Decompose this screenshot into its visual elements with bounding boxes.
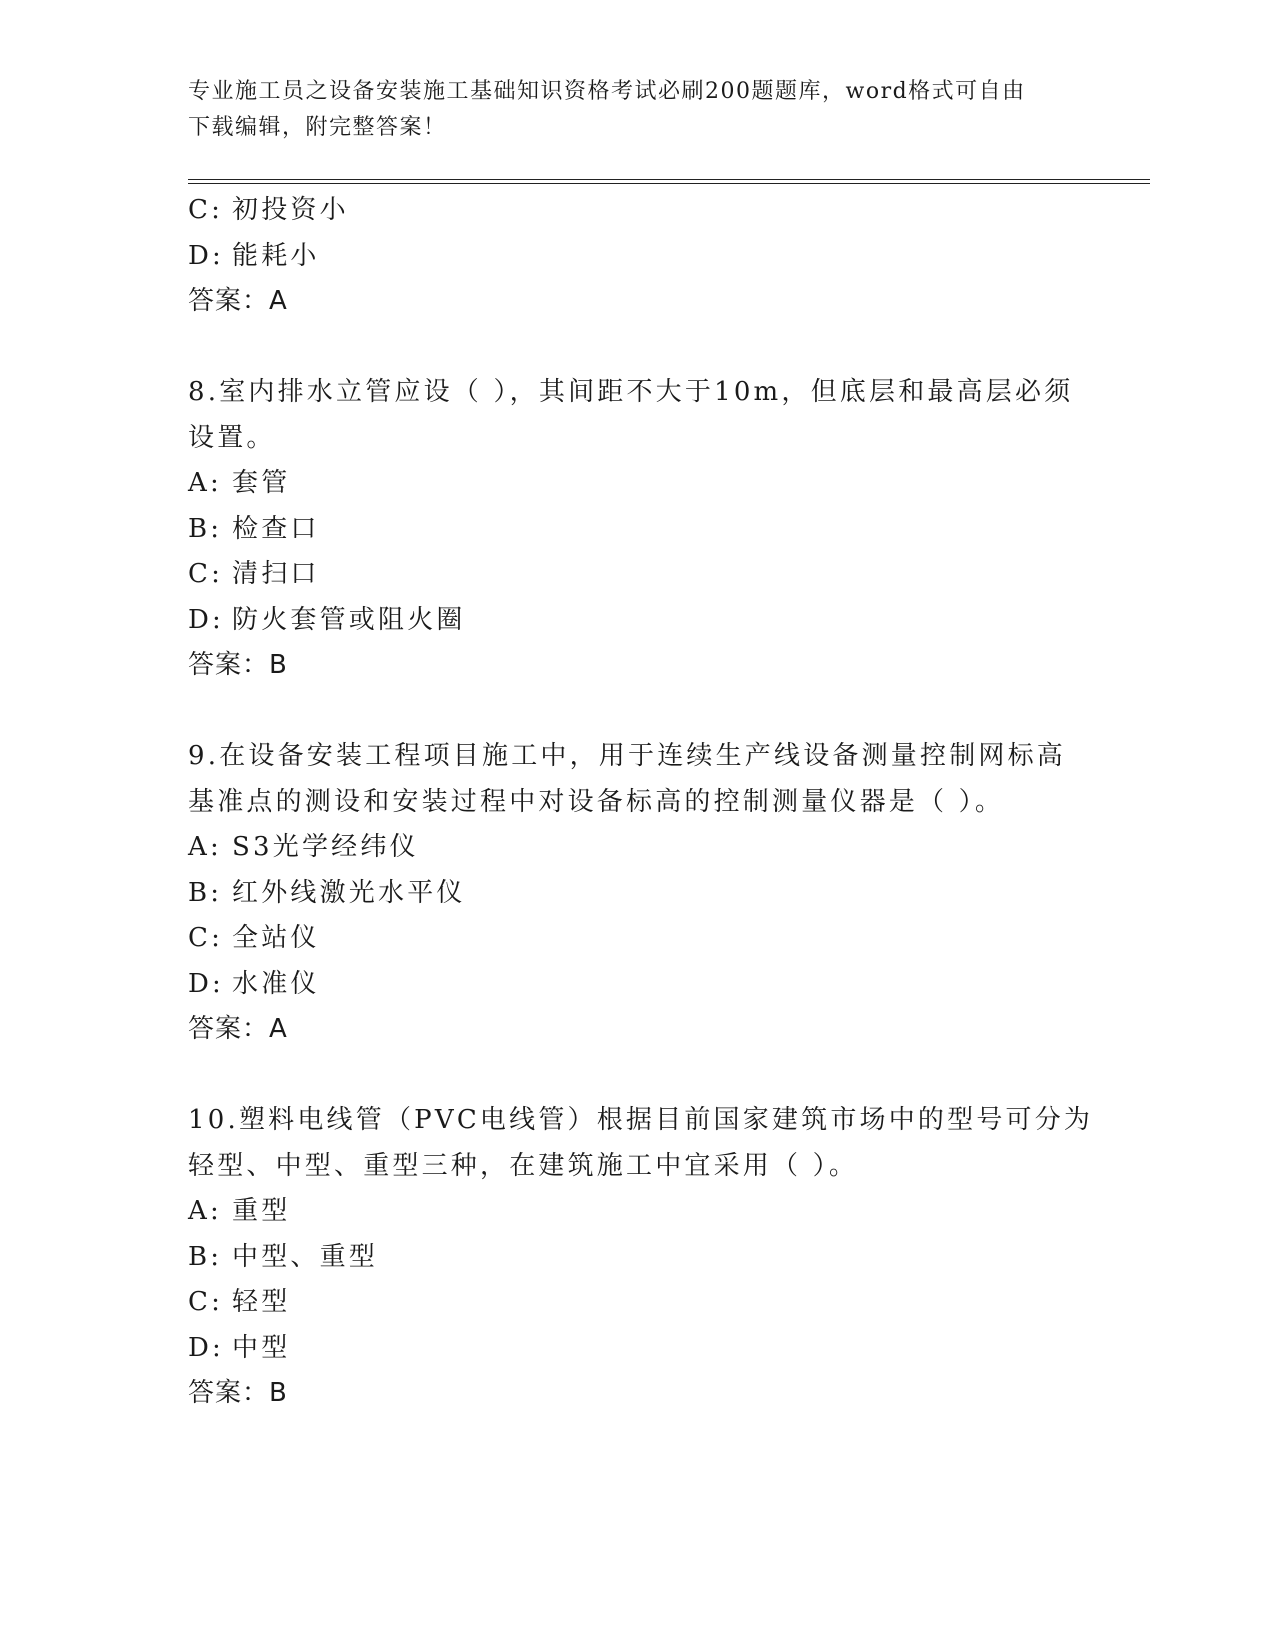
option-text: 红外线激光水平仪 xyxy=(232,877,466,908)
question-stem-line-2: 轻型、中型、重型三种，在建筑施工中宜采用（ ）。 xyxy=(188,1150,859,1181)
option-text: 能耗小 xyxy=(232,240,320,271)
spacer xyxy=(188,1053,1088,1099)
option-key: D: xyxy=(188,604,225,635)
option-text: S3光学经纬仪 xyxy=(232,832,419,862)
option-key: A: xyxy=(188,832,222,862)
option-text: 检查口 xyxy=(232,513,320,544)
spacer xyxy=(188,325,1088,371)
option-text: 清扫口 xyxy=(232,559,320,589)
option-a xyxy=(188,825,1088,871)
answer-line: 答案：B xyxy=(188,650,288,680)
option-key: C: xyxy=(188,559,224,589)
header-title-line-1: 专业施工员之设备安装施工基础知识资格考试必刷200题题库，word格式可自由 xyxy=(188,79,1026,104)
question-8 xyxy=(188,370,1088,689)
option-key: C: xyxy=(188,195,224,225)
option-c xyxy=(188,188,1088,234)
option-a xyxy=(188,1189,1088,1235)
question-stem-line-1: 8.室内排水立管应设（ ），其间距不大于10m，但底层和最高层必须 xyxy=(188,377,1074,407)
option-key: C: xyxy=(188,1287,224,1317)
option-a xyxy=(188,461,1088,507)
option-text: 套管 xyxy=(232,468,291,498)
option-text: 中型 xyxy=(232,1332,291,1363)
question-stem-line-2: 基准点的测设和安装过程中对设备标高的控制测量仪器是（ ）。 xyxy=(188,786,1005,817)
option-text: 中型、重型 xyxy=(232,1241,379,1272)
question-9 xyxy=(188,734,1088,1053)
option-key: D: xyxy=(188,1332,225,1363)
document-header xyxy=(188,74,1078,146)
option-key: B: xyxy=(188,513,223,544)
option-key: B: xyxy=(188,877,223,908)
question-content xyxy=(188,188,1094,1417)
spacer xyxy=(188,689,1088,735)
header-divider xyxy=(188,179,1150,184)
answer-line: 答案：B xyxy=(188,1378,288,1408)
answer-line: 答案：A xyxy=(188,1014,288,1044)
option-d xyxy=(188,1326,1088,1372)
option-c xyxy=(188,916,1088,962)
option-key: D: xyxy=(188,240,225,271)
option-text: 初投资小 xyxy=(232,195,349,225)
answer-line: 答案：A xyxy=(188,286,288,316)
header-title-line-2: 下载编辑，附完整答案！ xyxy=(188,115,447,140)
option-key: B: xyxy=(188,1241,223,1272)
question-stem-line-1: 9.在设备安装工程项目施工中，用于连续生产线设备测量控制网标高 xyxy=(188,741,1067,771)
option-key: C: xyxy=(188,923,224,953)
option-key: A: xyxy=(188,1196,222,1226)
option-d xyxy=(188,234,1088,280)
option-c xyxy=(188,1280,1088,1326)
option-c xyxy=(188,552,1088,598)
option-d xyxy=(188,962,1088,1008)
option-b xyxy=(188,507,1088,553)
option-b xyxy=(188,1235,1088,1281)
option-b xyxy=(188,871,1088,917)
question-stem-line-1: 10.塑料电线管（PVC电线管）根据目前国家建筑市场中的型号可分为 xyxy=(188,1105,1094,1135)
option-d xyxy=(188,598,1088,644)
option-key: A: xyxy=(188,468,222,498)
question-stem-line-2: 设置。 xyxy=(188,422,276,453)
question-7-tail xyxy=(188,188,1088,325)
option-text: 轻型 xyxy=(232,1287,291,1317)
option-key: D: xyxy=(188,968,225,999)
option-text: 重型 xyxy=(232,1196,291,1226)
option-text: 全站仪 xyxy=(232,923,320,953)
option-text: 水准仪 xyxy=(232,968,320,999)
question-10 xyxy=(188,1098,1094,1417)
option-text: 防火套管或阻火圈 xyxy=(232,604,466,635)
